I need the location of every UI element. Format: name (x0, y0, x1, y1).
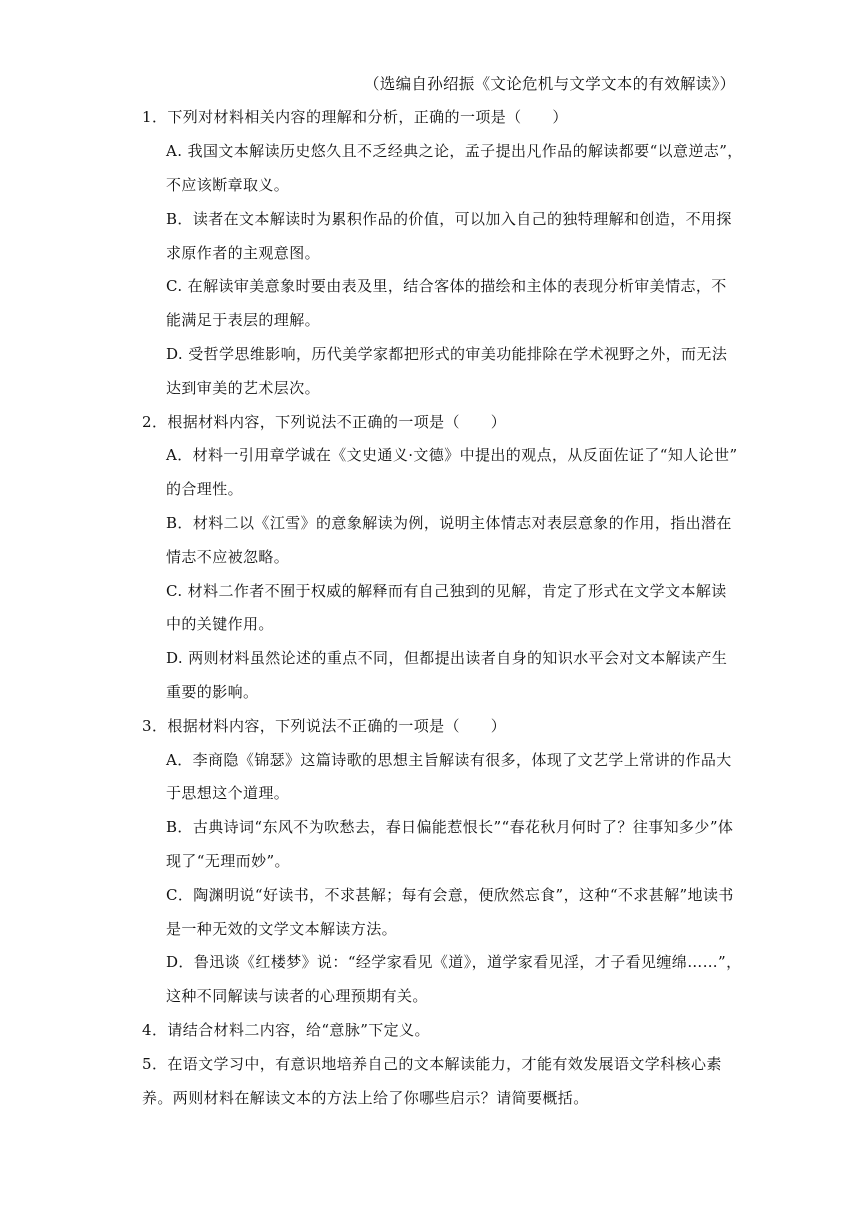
question-3-option-a-line-2: 于思想这个道理。 (166, 784, 290, 802)
question-5-stem-line-2: 养。两则材料在解读文本的方法上给了你哪些启示？请简要概括。 (142, 1089, 589, 1107)
question-3-stem: 3．根据材料内容，下列说法不正确的一项是（ ） (142, 717, 507, 735)
question-2-stem: 2．根据材料内容，下列说法不正确的一项是（ ） (142, 413, 507, 431)
question-2-option-b-line-1: B．材料二以《江雪》的意象解读为例，说明主体情志对表层意象的作用，指出潜在 (166, 514, 732, 532)
question-3-option-d-line-1: D．鲁迅谈《红楼梦》说：“经学家看见《道》，道学家看见淫，才子看见缠绵……”， (166, 953, 742, 971)
question-1-option-b-line-2: 求原作者的主观意图。 (166, 244, 321, 262)
question-1-option-a-line-1: A. 我国文本解读历史悠久且不乏经典之论，孟子提出凡作品的解读都要“以意逆志”， (166, 142, 743, 160)
question-2-option-d-line-1: D. 两则材料虽然论述的重点不同，但都提出读者自身的知识水平会对文本解读产生 (166, 649, 728, 667)
question-3-option-a-line-1: A．李商隐《锦瑟》这篇诗歌的思想主旨解读有很多，体现了文艺学上常讲的作品大 (166, 751, 732, 769)
question-2-option-a-line-1: A．材料一引用章学诚在《文史通义·文德》中提出的观点，从反面佐证了“知人论世” (166, 446, 738, 464)
question-2-option-b-line-2: 情志不应被忽略。 (166, 548, 290, 566)
question-3-option-b-line-2: 现了“无理而妙”。 (166, 852, 290, 870)
question-2-option-d-line-2: 重要的影响。 (166, 683, 259, 701)
question-3-option-c-line-1: C．陶渊明说“好读书，不求甚解；每有会意，便欣然忘食”，这种“不求甚解”地读书 (166, 886, 734, 904)
question-4-stem: 4．请结合材料二内容，给“意脉”下定义。 (142, 1021, 430, 1039)
question-1-option-a-line-2: 不应该断章取义。 (166, 176, 290, 194)
question-3-option-b-line-1: B．古典诗词“东风不为吹愁去，春日偏能惹恨长”“春花秋月何时了？往事知多少”体 (166, 818, 734, 836)
question-2-option-a-line-2: 的合理性。 (166, 480, 244, 498)
question-2-option-c-line-1: C. 材料二作者不囿于权威的解释而有自己独到的见解，肯定了形式在文学文本解读 (166, 582, 727, 600)
question-5-stem-line-1: 5．在语文学习中，有意识地培养自己的文本解读能力，才能有效发展语文学科核心素 (142, 1055, 722, 1073)
question-1-option-d-line-2: 达到审美的艺术层次。 (166, 379, 321, 397)
question-1-option-d-line-1: D. 受哲学思维影响，历代美学家都把形式的审美功能排除在学术视野之外，而无法 (166, 345, 728, 363)
question-1-stem: 1．下列对材料相关内容的理解和分析，正确的一项是（ ） (142, 108, 568, 126)
question-1-option-c-line-1: C. 在解读审美意象时要由表及里，结合客体的描绘和主体的表现分析审美情志，不 (166, 277, 727, 295)
question-3-option-c-line-2: 是一种无效的文学文本解读方法。 (166, 920, 398, 938)
source-citation: （选编自孙绍振《文论危机与文学文本的有效解读》） (364, 75, 736, 93)
question-3-option-d-line-2: 这种不同解读与读者的心理预期有关。 (166, 987, 428, 1005)
question-1-option-b-line-1: B．读者在文本解读时为累积作品的价值，可以加入自己的独特理解和创造，不用探 (166, 210, 732, 228)
question-1-option-c-line-2: 能满足于表层的理解。 (166, 311, 321, 329)
question-2-option-c-line-2: 中的关键作用。 (166, 615, 274, 633)
